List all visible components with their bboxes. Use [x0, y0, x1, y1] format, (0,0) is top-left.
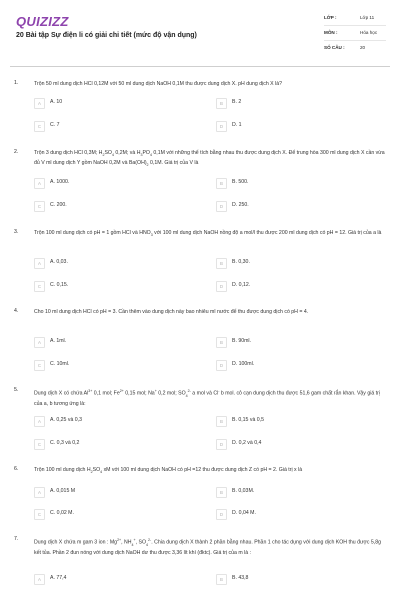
option-a[interactable] [34, 258, 174, 268]
option-c[interactable] [34, 281, 174, 291]
option-letter-box: A [34, 487, 45, 498]
option-a[interactable] [34, 416, 174, 426]
option-letter-box: A [34, 178, 45, 189]
option-letter-box: A [34, 258, 45, 269]
meta-divider [324, 25, 386, 26]
question-text: Trộn 100 ml dung dịch $H_2SO_4$ xM với 100 ml dung dịch NaOH có pH =12 thu được dung dịch Z có pH = 2. Giá trị x là [34, 467, 303, 475]
option-text: C. 10ml. [50, 361, 70, 367]
header-divider [10, 66, 390, 67]
question-text: Dung dịch X có chứa $Al^{3+}$ 0,1 mol; $Fe^{2+}$ 0,15 mol; Na+ 0,2 mol; $SO_4^{2-}$ a mol và Cl- b mol. cô cạn dung dịch thu được 51,6 gam chất rắn khan. Vậy giá trị của a, b tương ứng là: [34, 389, 381, 407]
subject-value: Hóa học [360, 30, 378, 35]
option-d[interactable] [216, 509, 356, 519]
option-text: B. 0,30. [232, 259, 250, 265]
option-text: C. 0,15. [50, 282, 69, 288]
option-letter-box: A [34, 416, 45, 427]
option-letter-box: D [216, 201, 227, 212]
option-letter-box: A [34, 98, 45, 109]
option-letter-box: B [216, 487, 227, 498]
option-text: D. 0,2 và 0,4 [232, 440, 262, 446]
option-text: D. 100ml. [232, 361, 255, 367]
option-text: B. 0,15 và 0,5 [232, 417, 265, 423]
option-letter-box: A [34, 574, 45, 585]
option-text: C. 0,3 và 0,2 [50, 440, 80, 446]
option-d[interactable] [216, 439, 356, 449]
option-text: A. 1ml. [50, 338, 67, 344]
quizizz-logo: QUIZIZZ [16, 14, 69, 29]
option-text: B. 2 [232, 99, 242, 105]
question-count-value: 20 [360, 45, 366, 50]
option-c[interactable] [34, 509, 174, 519]
option-text: C. 200. [50, 202, 67, 208]
option-text: A. 0,25 và 0,3 [50, 417, 83, 423]
option-letter-box: D [216, 509, 227, 520]
class-label: LỚP : [324, 15, 337, 20]
option-text: B. 0,03M. [232, 488, 255, 494]
option-b[interactable] [216, 178, 356, 188]
option-letter-box: C [34, 360, 45, 371]
option-c[interactable] [34, 360, 174, 370]
option-text: A. 0,015 M [50, 488, 76, 494]
option-letter-box: B [216, 337, 227, 348]
option-letter-box: D [216, 281, 227, 292]
document-title: 20 Bài tập Sự điện li có giải chi tiết (mức độ vận dụng) [16, 32, 197, 39]
option-b[interactable] [216, 98, 356, 108]
option-text: D. 0,12. [232, 282, 251, 288]
option-letter-box: C [34, 509, 45, 520]
option-d[interactable] [216, 360, 356, 370]
document-header [0, 0, 400, 64]
option-letter-box: B [216, 178, 227, 189]
option-text: A. 1000. [50, 179, 70, 185]
question-number: 3. [14, 229, 19, 235]
question-text: Trộn 3 dung dịch HCl 0,3M; $H_2SO_4$ 0,2M; và $H_3PO_4$ 0,1M với những thể tích bằng nhau thu được dung dịch X. Để trung hòa 300 ml dung dịch X cần vừa đủ V ml dung dịch Y gồm NaOH 0,2M và $Ba(OH)_2$ 0,1M. Giá trị của V là [34, 150, 385, 168]
option-b[interactable] [216, 487, 356, 497]
option-letter-box: B [216, 98, 227, 109]
option-d[interactable] [216, 121, 356, 131]
option-letter-box: B [216, 574, 227, 585]
question-text: Trộn 50 ml dung dịch HCl 0,12M với 50 ml dung dịch NaOH 0,1M thu được dung dịch X. pH dung dịch X là? [34, 81, 282, 87]
option-text: A. 10 [50, 99, 63, 105]
option-a[interactable] [34, 574, 174, 584]
option-text: D. 0,04 M. [232, 510, 256, 516]
option-a[interactable] [34, 178, 174, 188]
question-number: 5. [14, 387, 19, 393]
question-number: 2. [14, 149, 19, 155]
option-b[interactable] [216, 416, 356, 426]
option-text: A. 0,03. [50, 259, 68, 265]
question-number: 6. [14, 466, 19, 472]
option-a[interactable] [34, 337, 174, 347]
option-letter-box: D [216, 360, 227, 371]
option-text: B. 43,8 [232, 575, 249, 581]
subject-label: MÔN : [324, 30, 338, 35]
option-c[interactable] [34, 121, 174, 131]
option-letter-box: C [34, 281, 45, 292]
option-a[interactable] [34, 487, 174, 497]
option-b[interactable] [216, 574, 356, 584]
option-c[interactable] [34, 439, 174, 449]
option-text: B. 90ml. [232, 338, 252, 344]
option-text: C. 0,02 M. [50, 510, 74, 516]
option-letter-box: D [216, 439, 227, 450]
option-letter-box: C [34, 121, 45, 132]
option-b[interactable] [216, 258, 356, 268]
option-letter-box: B [216, 258, 227, 269]
question-text: Trộn 100 ml dung dịch có pH = 1 gồm HCl và $HNO_3$ với 100 ml dung dịch NaOH nồng độ a mol/l thu được 200 ml dung dịch có pH = 12. Giá trị của a là [34, 230, 382, 238]
question-count-label: SỐ CÂU : [324, 45, 345, 50]
option-text: D. 1 [232, 122, 242, 128]
question-number: 1. [14, 80, 19, 86]
class-value: Lớp 11 [360, 15, 375, 20]
option-text: D. 250. [232, 202, 249, 208]
option-a[interactable] [34, 98, 174, 108]
option-d[interactable] [216, 281, 356, 291]
question-text: Dung dịch X chứa m gam 3 ion : $Mg^{2+}$, $NH_4^+$, $SO_4^{2-}$. Chia dung dịch X thành 2 phần bằng nhau. Phần 1 cho tác dụng với dung dịch KOH thu được 5,8g kết tủa. Phần 2 đun nóng với dung dịch NaOH dư thu được 3,36 lít khí (đktc). Giá trị của m là : [34, 538, 382, 556]
meta-divider [324, 40, 386, 41]
option-letter-box: B [216, 416, 227, 427]
option-text: C. 7 [50, 122, 60, 128]
question-text: Cho 10 ml dung dịch HCl có pH = 3. Cần thêm vào dung dịch này bao nhiêu ml nước để thu được dung dịch có pH = 4. [34, 309, 309, 315]
option-d[interactable] [216, 201, 356, 211]
option-letter-box: C [34, 201, 45, 212]
option-text: A. 77,4 [50, 575, 67, 581]
option-b[interactable] [216, 337, 356, 347]
option-c[interactable] [34, 201, 174, 211]
option-letter-box: D [216, 121, 227, 132]
question-number: 4. [14, 308, 19, 314]
option-letter-box: C [34, 439, 45, 450]
option-text: B. 500. [232, 179, 249, 185]
option-letter-box: A [34, 337, 45, 348]
question-number: 7. [14, 536, 19, 542]
